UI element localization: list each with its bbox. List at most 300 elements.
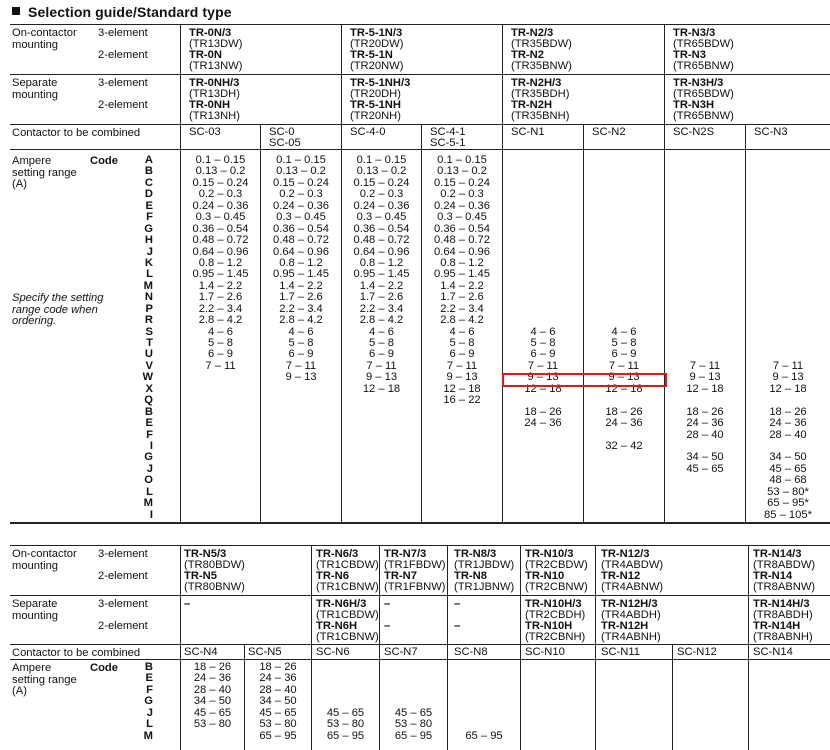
contactor-combined-label: Contactor to be combined bbox=[12, 127, 141, 139]
range-cell bbox=[749, 685, 829, 696]
range-cell: 6 – 9 bbox=[208, 348, 233, 361]
range-cell: 2.8 – 4.2 bbox=[198, 314, 243, 327]
range-cell bbox=[665, 166, 745, 177]
range-cell: 0.95 – 1.45 bbox=[434, 268, 490, 281]
range-cell: 7 – 11 bbox=[689, 359, 721, 372]
range-cell: 1.4 – 2.2 bbox=[198, 279, 243, 292]
code-letter: I bbox=[149, 439, 153, 452]
range-cell: 45 – 65 bbox=[394, 706, 433, 719]
range-cell bbox=[665, 247, 745, 258]
range-cell bbox=[261, 498, 341, 509]
range-cell: 12 – 18 bbox=[769, 382, 807, 395]
range-cell bbox=[746, 189, 830, 200]
range-cell bbox=[422, 464, 502, 475]
model-sep2: – bbox=[454, 620, 461, 632]
range-cell bbox=[342, 441, 421, 452]
on-contactor-label: On-contactor mounting bbox=[12, 548, 77, 572]
range-cell: 18 – 26 bbox=[524, 405, 562, 418]
range-cell bbox=[584, 304, 664, 315]
range-cell bbox=[746, 315, 830, 326]
range-cell bbox=[261, 487, 341, 498]
range-cell bbox=[181, 395, 260, 406]
range-cell: 0.1 – 0.15 bbox=[356, 154, 407, 166]
model-on3: TR-N8/3 bbox=[454, 548, 497, 560]
range-cell bbox=[342, 464, 421, 475]
code-letter: P bbox=[145, 302, 153, 315]
range-cell bbox=[342, 498, 421, 509]
range-cell bbox=[596, 662, 672, 673]
range-cell bbox=[503, 487, 583, 498]
range-cell bbox=[181, 372, 260, 383]
model-sep3: TR-N12H/3 bbox=[601, 598, 658, 610]
range-cell bbox=[312, 685, 379, 696]
range-cell bbox=[261, 430, 341, 441]
range-cell: 5 – 8 bbox=[208, 337, 233, 349]
code-letter: F bbox=[146, 211, 153, 224]
range-cell bbox=[261, 395, 341, 406]
model-sep3: TR-N10H/3 bbox=[525, 598, 582, 610]
range-cell: 65 – 95 bbox=[394, 729, 433, 742]
model-sep2: TR-N12H bbox=[601, 620, 649, 632]
range-cell bbox=[746, 327, 830, 338]
code-letter: F bbox=[146, 683, 153, 696]
two-element-label: 2-element bbox=[98, 99, 148, 111]
range-column bbox=[584, 155, 664, 521]
model-sep3s: (TR2CBDH) bbox=[525, 609, 586, 621]
range-cell: 0.95 – 1.45 bbox=[192, 268, 249, 281]
range-cell bbox=[665, 235, 745, 246]
range-cell bbox=[521, 708, 595, 719]
range-cell bbox=[181, 464, 260, 475]
code-letter: M bbox=[143, 497, 153, 510]
range-cell: 0.8 – 1.2 bbox=[440, 256, 484, 269]
range-cell bbox=[181, 430, 260, 441]
three-element-label: 3-element bbox=[98, 77, 148, 89]
model-on3: TR-N2/3 bbox=[511, 27, 554, 39]
range-cell: 53 – 80 bbox=[259, 718, 297, 731]
code-letter: E bbox=[145, 672, 153, 685]
range-cell bbox=[749, 708, 829, 719]
code-letter: B bbox=[144, 405, 153, 418]
range-column bbox=[181, 155, 260, 521]
range-cell bbox=[521, 696, 595, 707]
range-cell: 9 – 13 bbox=[365, 371, 398, 384]
model-sep2s: (TR4ABNH) bbox=[601, 631, 661, 643]
contactor-label: SC-N3 bbox=[754, 126, 788, 138]
contactor-combined-label: Contactor to be combined bbox=[12, 647, 141, 659]
range-cell bbox=[584, 452, 664, 463]
range-cell: 18 – 26 bbox=[193, 661, 232, 673]
range-cell bbox=[181, 384, 260, 395]
model-sep3: TR-N6H/3 bbox=[316, 598, 367, 610]
range-cell: 0.24 – 0.36 bbox=[192, 199, 249, 212]
model-on2s: (TR8ABNW) bbox=[753, 581, 816, 593]
range-cell: 18 – 26 bbox=[605, 405, 643, 418]
separate-label: Separate mounting bbox=[12, 77, 59, 101]
code-letter: R bbox=[144, 314, 153, 327]
range-cell bbox=[665, 338, 745, 349]
range-cell: 0.1 – 0.15 bbox=[276, 154, 326, 166]
range-cell bbox=[503, 510, 583, 521]
contactor-label: SC-N2 bbox=[592, 126, 626, 138]
range-cell bbox=[749, 719, 829, 730]
range-cell bbox=[503, 178, 583, 189]
code-letter: L bbox=[146, 268, 153, 281]
range-cell bbox=[746, 224, 830, 235]
range-cell bbox=[422, 430, 502, 441]
range-cell bbox=[422, 418, 502, 429]
range-cell bbox=[746, 338, 830, 349]
range-cell bbox=[596, 696, 672, 707]
range-cell: 53 – 80 bbox=[394, 718, 433, 731]
range-cell: 5 – 8 bbox=[611, 337, 637, 349]
model-on3s: (TR8ABDW) bbox=[753, 559, 816, 571]
range-cell: 18 – 26 bbox=[686, 405, 724, 418]
model-on3s: (TR35BDW) bbox=[511, 38, 572, 50]
range-cell: 24 – 36 bbox=[524, 417, 562, 430]
contactor-label: SC-4-1 bbox=[430, 126, 466, 138]
model-on3s: (TR1CBDW) bbox=[316, 559, 379, 571]
range-cell: 0.3 – 0.45 bbox=[195, 211, 246, 224]
range-cell: 0.1 – 0.15 bbox=[437, 154, 487, 166]
range-cell bbox=[261, 418, 341, 429]
two-element-label: 2-element bbox=[98, 49, 148, 61]
model-on3: TR-N12/3 bbox=[601, 548, 650, 560]
model-on3: TR-0N/3 bbox=[189, 27, 232, 39]
model-sep2: TR-N6H bbox=[316, 620, 358, 632]
range-cell: 5 – 8 bbox=[369, 337, 394, 349]
range-cell: 45 – 65 bbox=[686, 462, 724, 475]
model-on2s: (TR2CBNW) bbox=[525, 581, 588, 593]
model-sep3s: (TR13DH) bbox=[189, 88, 240, 100]
rule bbox=[10, 644, 830, 645]
range-cell: 0.13 – 0.2 bbox=[356, 165, 407, 178]
range-cell: 7 – 11 bbox=[366, 359, 397, 372]
range-column bbox=[422, 155, 502, 521]
model-on3s: (TR2CBDW) bbox=[525, 559, 588, 571]
range-column bbox=[181, 662, 244, 742]
range-cell bbox=[342, 395, 421, 406]
range-cell: 2.8 – 4.2 bbox=[440, 314, 484, 327]
range-cell bbox=[342, 475, 421, 486]
range-cell: 48 – 68 bbox=[769, 474, 807, 487]
model-sep2: TR-N14H bbox=[753, 620, 801, 632]
range-cell bbox=[503, 155, 583, 166]
contactor-label: SC-0 bbox=[269, 126, 295, 138]
code-letter: G bbox=[144, 222, 153, 235]
range-cell: 0.13 – 0.2 bbox=[437, 165, 487, 178]
range-cell: 32 – 42 bbox=[605, 439, 643, 452]
range-column bbox=[448, 662, 520, 742]
range-column bbox=[342, 155, 421, 521]
range-cell: 4 – 6 bbox=[449, 325, 475, 338]
code-letter: J bbox=[146, 245, 153, 258]
range-cell: 9 – 13 bbox=[608, 371, 640, 384]
range-cell bbox=[746, 304, 830, 315]
contactor-label: SC-N5 bbox=[248, 646, 282, 658]
range-cell bbox=[596, 731, 672, 742]
model-sep2: – bbox=[384, 620, 391, 632]
range-cell: 0.48 – 0.72 bbox=[273, 234, 329, 247]
range-cell bbox=[521, 662, 595, 673]
range-cell bbox=[746, 178, 830, 189]
range-cell: 45 – 65 bbox=[326, 706, 365, 719]
model-on3: TR-N10/3 bbox=[525, 548, 574, 560]
code-letter: O bbox=[144, 474, 153, 487]
range-cell bbox=[584, 464, 664, 475]
range-column bbox=[521, 662, 595, 742]
range-cell: 0.95 – 1.45 bbox=[353, 268, 410, 281]
contactor-label: SC-N4 bbox=[184, 646, 218, 658]
range-cell: 0.95 – 1.45 bbox=[273, 268, 329, 281]
range-cell bbox=[503, 304, 583, 315]
range-cell bbox=[665, 269, 745, 280]
model-on3s: (TR65BDW) bbox=[673, 38, 734, 50]
model-on2: TR-N8 bbox=[454, 570, 487, 582]
range-cell bbox=[673, 696, 748, 707]
range-cell bbox=[181, 475, 260, 486]
code-letter: G bbox=[144, 695, 153, 708]
range-cell bbox=[749, 731, 829, 742]
range-cell bbox=[422, 407, 502, 418]
code-letter: J bbox=[146, 706, 153, 719]
range-cell bbox=[181, 452, 260, 463]
range-cell bbox=[261, 441, 341, 452]
range-cell bbox=[746, 155, 830, 166]
range-cell: 1.7 – 2.6 bbox=[359, 291, 404, 304]
range-cell: 0.1 – 0.15 bbox=[195, 154, 246, 166]
range-cell bbox=[503, 430, 583, 441]
range-cell bbox=[673, 708, 748, 719]
model-sep3: – bbox=[454, 598, 461, 610]
range-cell bbox=[503, 235, 583, 246]
model-sep3: TR-N2H/3 bbox=[511, 77, 562, 89]
rule bbox=[10, 149, 830, 150]
range-cell: 0.3 – 0.45 bbox=[437, 211, 487, 224]
range-cell: 9 – 13 bbox=[689, 371, 721, 384]
range-cell bbox=[422, 452, 502, 463]
range-cell bbox=[312, 662, 379, 673]
range-cell bbox=[181, 487, 260, 498]
range-cell: 1.7 – 2.6 bbox=[440, 291, 484, 304]
range-cell bbox=[261, 464, 341, 475]
range-cell bbox=[422, 487, 502, 498]
code-letter: F bbox=[146, 428, 153, 441]
contactor-label: SC-N6 bbox=[316, 646, 350, 658]
range-cell bbox=[746, 269, 830, 280]
range-column bbox=[596, 662, 672, 742]
code-letter: M bbox=[143, 729, 153, 742]
range-cell bbox=[665, 327, 745, 338]
range-cell: 7 – 11 bbox=[446, 359, 478, 372]
ampere-label: Ampere setting range (A) bbox=[12, 662, 77, 697]
range-cell bbox=[665, 178, 745, 189]
range-cell: 65 – 95* bbox=[767, 497, 809, 510]
range-cell bbox=[261, 384, 341, 395]
range-cell bbox=[503, 258, 583, 269]
range-cell: 4 – 6 bbox=[611, 325, 637, 338]
range-cell bbox=[181, 407, 260, 418]
range-cell bbox=[584, 201, 664, 212]
range-cell bbox=[596, 719, 672, 730]
range-cell: 0.48 – 0.72 bbox=[192, 234, 249, 247]
range-column bbox=[312, 662, 379, 742]
range-cell bbox=[181, 510, 260, 521]
range-cell: 1.4 – 2.2 bbox=[440, 279, 484, 292]
model-sep2: TR-N3H bbox=[673, 99, 715, 111]
range-cell bbox=[342, 407, 421, 418]
range-cell bbox=[503, 189, 583, 200]
range-column bbox=[503, 155, 583, 521]
range-cell bbox=[584, 178, 664, 189]
range-cell: 45 – 65 bbox=[193, 706, 232, 719]
model-on2s: (TR65BNW) bbox=[673, 60, 734, 72]
range-cell: 6 – 9 bbox=[449, 348, 475, 361]
model-sep3s: (TR65BDW) bbox=[673, 88, 734, 100]
range-cell bbox=[422, 498, 502, 509]
range-cell bbox=[342, 487, 421, 498]
range-cell bbox=[503, 247, 583, 258]
range-cell: 0.64 – 0.96 bbox=[192, 245, 249, 258]
range-cell bbox=[503, 464, 583, 475]
three-element-label: 3-element bbox=[98, 598, 148, 610]
range-cell: 4 – 6 bbox=[208, 325, 233, 338]
range-cell bbox=[521, 685, 595, 696]
range-cell bbox=[503, 395, 583, 406]
range-cell: 0.64 – 0.96 bbox=[273, 245, 329, 258]
contactor-label: SC-N11 bbox=[601, 646, 640, 658]
model-sep3: TR-N3H/3 bbox=[673, 77, 724, 89]
range-cell bbox=[380, 673, 447, 684]
range-column bbox=[665, 155, 745, 521]
range-cell bbox=[673, 673, 748, 684]
range-cell bbox=[181, 498, 260, 509]
model-sep3: TR-N14H/3 bbox=[753, 598, 810, 610]
range-cell bbox=[448, 696, 520, 707]
code-letter: W bbox=[142, 371, 153, 384]
range-cell bbox=[584, 475, 664, 486]
code-column bbox=[120, 662, 153, 742]
range-cell bbox=[665, 224, 745, 235]
range-cell bbox=[665, 212, 745, 223]
range-cell: 4 – 6 bbox=[369, 325, 394, 338]
range-cell bbox=[584, 247, 664, 258]
range-cell: 6 – 9 bbox=[611, 348, 637, 361]
model-on2s: (TR1CBNW) bbox=[316, 581, 379, 593]
range-cell: 65 – 95 bbox=[465, 729, 503, 742]
range-cell bbox=[448, 685, 520, 696]
range-cell bbox=[746, 235, 830, 246]
code-letter: B bbox=[144, 661, 153, 673]
range-cell bbox=[746, 258, 830, 269]
range-cell bbox=[746, 212, 830, 223]
range-cell bbox=[422, 510, 502, 521]
range-cell: 12 – 18 bbox=[524, 382, 562, 395]
model-sep3: TR-5-1NH/3 bbox=[350, 77, 411, 89]
model-on2s: (TR1FBNW) bbox=[384, 581, 446, 593]
model-sep3s: (TR35BDH) bbox=[511, 88, 570, 100]
three-element-label: 3-element bbox=[98, 548, 148, 560]
range-cell: 0.24 – 0.36 bbox=[434, 199, 490, 212]
range-cell: 34 – 50 bbox=[769, 451, 807, 464]
range-cell bbox=[665, 201, 745, 212]
range-cell bbox=[261, 475, 341, 486]
code-letter: C bbox=[144, 176, 153, 189]
model-on3s: (TR80BDW) bbox=[184, 559, 245, 571]
model-on3: TR-N14/3 bbox=[753, 548, 802, 560]
model-on2: TR-N3 bbox=[673, 49, 706, 61]
range-cell bbox=[746, 281, 830, 292]
code-letter: H bbox=[144, 234, 153, 247]
range-cell: 85 – 105* bbox=[764, 508, 812, 521]
range-cell: 24 – 36 bbox=[769, 417, 807, 430]
range-cell: 2.2 – 3.4 bbox=[198, 302, 243, 315]
range-column bbox=[749, 662, 829, 742]
model-on3: TR-5-1N/3 bbox=[350, 27, 403, 39]
model-sep3s: (TR4ABDH) bbox=[601, 609, 661, 621]
range-cell bbox=[521, 731, 595, 742]
range-cell: 0.36 – 0.54 bbox=[273, 222, 329, 235]
contactor-label: SC-05 bbox=[269, 137, 301, 149]
range-cell: 45 – 65 bbox=[769, 462, 807, 475]
code-letter: B bbox=[144, 165, 153, 178]
range-cell: 7 – 11 bbox=[608, 359, 640, 372]
range-cell: 0.2 – 0.3 bbox=[359, 188, 404, 201]
range-cell: 28 – 40 bbox=[769, 428, 807, 441]
model-sep2: TR-N2H bbox=[511, 99, 553, 111]
range-cell: 18 – 26 bbox=[259, 661, 297, 673]
model-sep2: TR-0NH bbox=[189, 99, 231, 111]
range-cell: 65 – 95 bbox=[259, 729, 297, 742]
range-cell bbox=[448, 719, 520, 730]
range-cell bbox=[665, 281, 745, 292]
range-cell bbox=[584, 395, 664, 406]
range-cell: 5 – 8 bbox=[449, 337, 475, 349]
model-on2: TR-5-1N bbox=[350, 49, 393, 61]
rule bbox=[10, 24, 830, 25]
model-sep3s: (TR20DH) bbox=[350, 88, 401, 100]
code-letter: I bbox=[149, 508, 153, 521]
range-cell bbox=[261, 510, 341, 521]
range-cell bbox=[521, 673, 595, 684]
range-cell bbox=[584, 155, 664, 166]
code-letter: E bbox=[145, 199, 153, 212]
range-cell: 24 – 36 bbox=[686, 417, 724, 430]
range-cell: 1.7 – 2.6 bbox=[198, 291, 243, 304]
range-cell: 2.2 – 3.4 bbox=[359, 302, 404, 315]
range-cell bbox=[584, 292, 664, 303]
range-cell bbox=[342, 418, 421, 429]
code-letter: A bbox=[144, 154, 153, 166]
range-cell: 1.4 – 2.2 bbox=[279, 279, 323, 292]
range-cell: 0.13 – 0.2 bbox=[276, 165, 326, 178]
model-on2s: (TR20NW) bbox=[350, 60, 404, 72]
range-cell bbox=[503, 441, 583, 452]
range-cell: 0.24 – 0.36 bbox=[273, 199, 329, 212]
range-cell: 65 – 95 bbox=[326, 729, 365, 742]
range-cell: 28 – 40 bbox=[259, 683, 297, 696]
code-header: Code bbox=[90, 155, 118, 167]
range-cell: 53 – 80 bbox=[326, 718, 365, 731]
range-cell bbox=[584, 498, 664, 509]
range-column bbox=[746, 155, 830, 521]
range-cell bbox=[746, 166, 830, 177]
range-cell: 24 – 36 bbox=[605, 417, 643, 430]
square-bullet-icon bbox=[12, 7, 20, 15]
range-cell bbox=[665, 189, 745, 200]
code-letter: U bbox=[144, 348, 153, 361]
range-cell: 0.15 – 0.24 bbox=[273, 176, 329, 189]
